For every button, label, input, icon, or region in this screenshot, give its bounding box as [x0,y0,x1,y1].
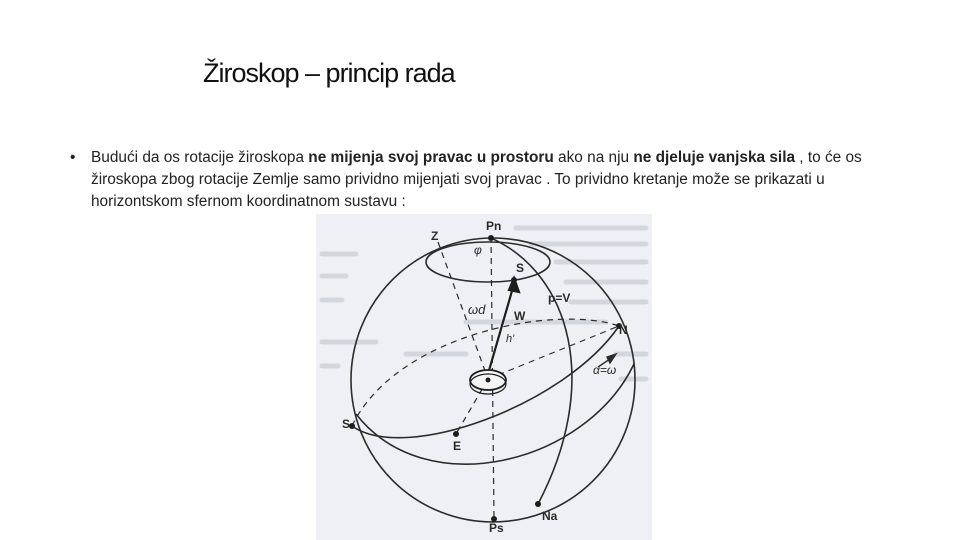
label-star-s: S [516,261,525,275]
label-p-eq-v: p=V [548,291,571,305]
bullet-text [91,147,890,213]
label-south: S [342,417,351,431]
bullet-text-part-2: ako na nju [553,149,634,166]
bullet-text-part-1: Budući da os rotacije žiroskopa [91,149,309,166]
label-omega-d: ωd [468,302,486,317]
label-nadir: Na [542,509,558,523]
bullet-bold-phrase-2: ne djeluje vanjska sila [633,149,796,166]
label-zenith: Z [431,229,439,243]
gyro-axis-arrow [488,278,519,374]
label-north-pole: Pn [486,219,502,233]
label-west: W [514,309,526,323]
bullet-symbol: • [70,149,76,166]
slide-title: Žiroskop – princip rada [203,58,455,88]
label-north: N [619,323,628,337]
bullet-bold-phrase-1: ne mijenja svoj pravac u prostoru [308,149,554,166]
gyroscope-diagram [316,214,652,540]
label-alpha: α=ω [593,363,617,377]
label-east: E [453,439,462,453]
diurnal-circle [426,242,550,282]
bullet-text-part-3: , to će os žiroskopa zbog rotacije Zemlje samo prividno mijenjati svoj pravac . To prividno kretanje može se prikazati u horizontskom sfernom koordinatnom sustavu : [91,149,862,210]
gyro-disk [470,370,506,394]
bullet-item [70,147,890,213]
label-h: h' [506,333,515,345]
meridian-arc [491,238,572,504]
label-south-pole: Ps [489,521,504,535]
celestial-sphere-svg [316,214,652,540]
label-phi: φ [474,243,482,257]
